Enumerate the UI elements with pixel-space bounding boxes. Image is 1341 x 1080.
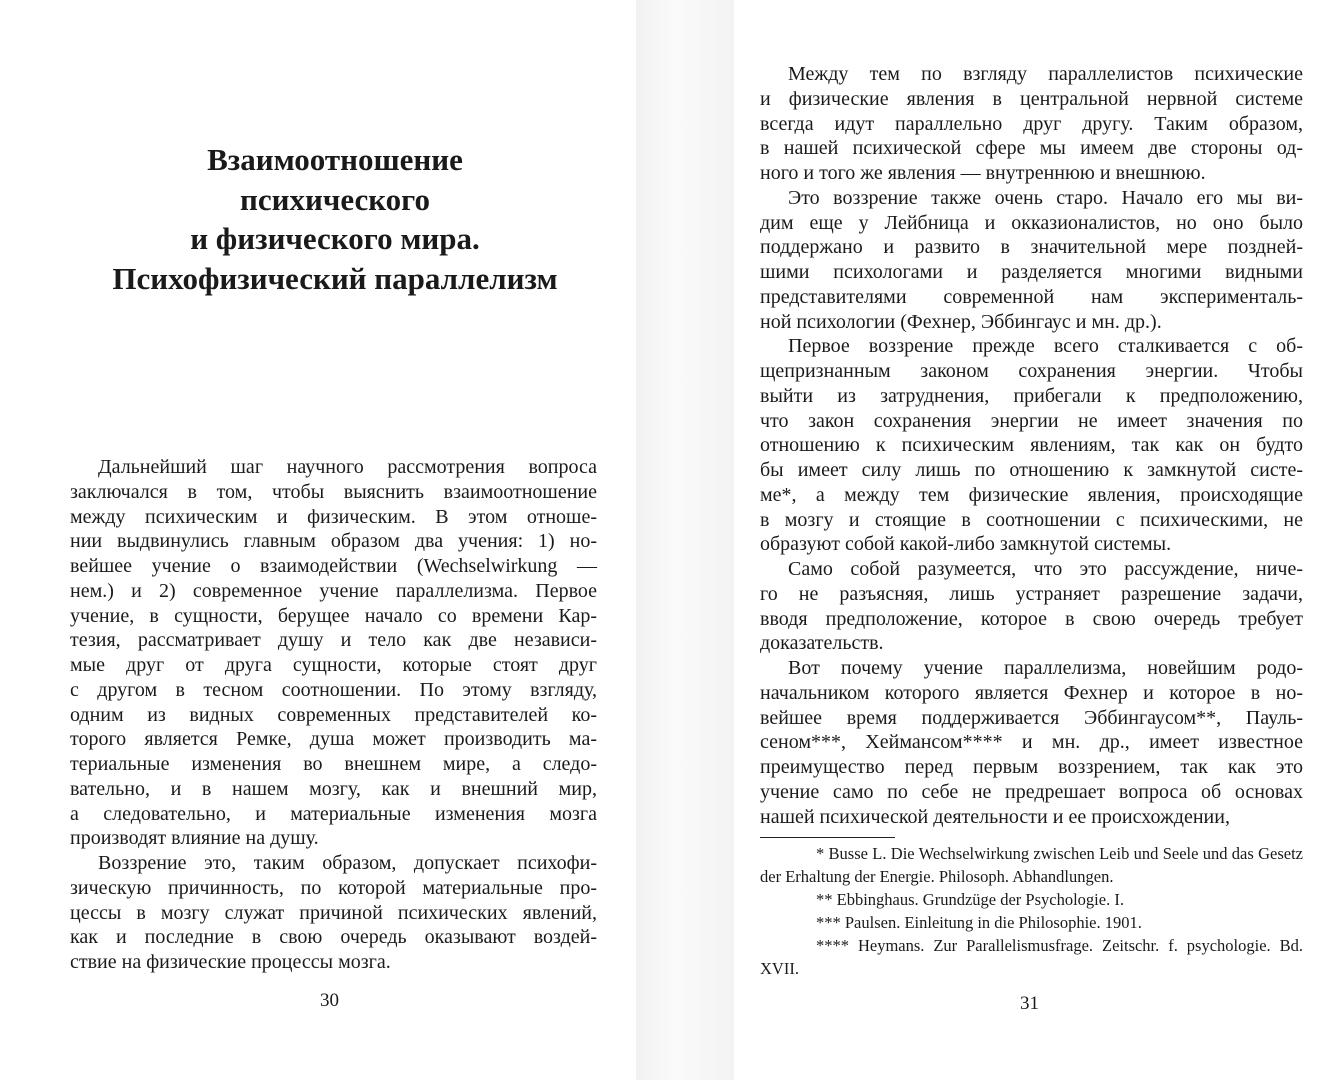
page-number-right: 31 <box>1020 993 1039 1014</box>
left-page <box>0 0 636 1080</box>
text-line: доказательств. <box>760 632 884 655</box>
footnote <box>760 934 1303 980</box>
text-line: зическую причинность, по которой материальные про- <box>70 876 597 899</box>
title-line: психического <box>240 181 430 217</box>
text-line: сеном***, Хеймансом**** и мн. др., имеет известное <box>760 731 1303 754</box>
text-line: начальником которого является Фехнер и которое в но- <box>760 681 1303 704</box>
text-line: поддержано и развито в значительной мере поздней- <box>760 236 1303 259</box>
text-line: мые друг от друга сущности, которые стоят друг <box>70 654 597 676</box>
text-line: Само собой разумеется, что это рассуждение, ниче- <box>788 558 1303 580</box>
paragraph <box>70 455 597 851</box>
text-line: в нашей психической сфере мы имеем две стороны од- <box>760 137 1303 160</box>
text-line: нии выдвинулись главным образом два учения: 1) но- <box>70 530 597 553</box>
text-line: всегда идут параллельно друг другу. Таким образом, <box>760 112 1303 135</box>
text-line: учение, в сущности, берущее начало со времени Кар- <box>70 604 597 627</box>
text-line: вейшее учение о взаимодействии (Wechselwirkung — <box>70 555 597 577</box>
text-line: преимущество перед первым воззрением, так как это <box>760 756 1303 778</box>
text-line: ствие на физические процессы мозга. <box>70 951 391 973</box>
footnote <box>760 911 1303 934</box>
chapter-title <box>40 140 630 298</box>
paragraph <box>760 557 1303 656</box>
paragraph <box>70 851 597 975</box>
text-line: цессы в мозгу служат причиной психических явлений, <box>70 901 597 924</box>
text-line: в мозгу и стоящие в соотношении с психическими, не <box>760 508 1303 531</box>
paragraph <box>760 334 1303 557</box>
title-line: и физического мира. <box>190 221 480 256</box>
left-page-body <box>70 455 597 975</box>
text-line: териальные изменения во внешнем мире, а следо- <box>70 753 597 775</box>
text-line: щепризнанным законом сохранения энергии. Чтобы <box>760 360 1303 382</box>
text-line: что закон сохранения энергии не имеет значения по <box>760 409 1303 432</box>
text-line: ме*, а между тем физические явления, происходящие <box>760 483 1303 506</box>
text-line: между психическим и физическим. В этом отноше- <box>70 505 597 528</box>
footnote-divider <box>760 837 895 838</box>
text-line: как и последние в свою очередь оказывают воздей- <box>70 926 597 949</box>
text-line: дим еще у Лейбница и окказионалистов, но оно было <box>760 211 1303 234</box>
paragraph <box>760 186 1303 335</box>
text-line: выйти из затруднения, прибегали к предположению, <box>760 384 1303 407</box>
paragraph <box>760 656 1303 829</box>
text-line: бы имеет силу лишь по отношению к замкнутой систе- <box>760 459 1303 481</box>
paragraph <box>760 62 1303 186</box>
text-line: торого является Ремке, душа может производить ма- <box>70 728 597 751</box>
text-line: отношению к психическим явлениям, так как он будто <box>760 434 1303 457</box>
text-line: вательно, и в нашем мозгу, как и внешний мир, <box>70 777 597 800</box>
text-line: Дальнейший шаг научного рассмотрения вопроса <box>98 456 597 478</box>
text-line: тезия, рассматривает душу и тело как две независи- <box>70 629 597 652</box>
footnote-text: *** Paulsen. Einleitung in die Philosophie. 1901. <box>816 913 1142 932</box>
footnote-text: ** Ebbinghaus. Grundzüge der Psychologie. I. <box>816 890 1124 909</box>
text-line: а следовательно, и материальные изменения мозга <box>70 802 597 825</box>
book-gutter <box>636 0 734 1080</box>
text-line: Первое воззрение прежде всего сталкивается с об- <box>788 335 1303 358</box>
text-line: Между тем по взгляду параллелистов психические <box>788 63 1303 85</box>
footnote <box>760 888 1303 911</box>
right-page <box>734 0 1341 1080</box>
text-line: представителями современной нам эксперименталь- <box>760 285 1303 308</box>
footnote-text: * Busse L. Die Wechselwirkung zwischen Leib und Seele und das Gesetz der Erhaltung der Energie. Philosoph. Abhandlungen. <box>760 844 1303 886</box>
page-number-left: 30 <box>320 990 339 1011</box>
text-line: одним из видных современных представителей ко- <box>70 703 597 726</box>
text-line: вводя предположение, которое в свою очередь требует <box>760 607 1303 630</box>
text-line: ной психологии (Фехнер, Эббингаус и мн. др.). <box>760 310 1162 333</box>
text-line: заключался в том, чтобы выяснить взаимоотношение <box>70 480 597 503</box>
footnote <box>760 842 1303 888</box>
footnote-text: **** Heymans. Zur Parallelismusfrage. Zeitschr. f. psychologie. Bd. XVII. <box>760 936 1303 978</box>
text-line: шими психологами и разделяется многими видными <box>760 261 1303 283</box>
text-line: Вот почему учение параллелизма, новейшим родо- <box>788 657 1303 679</box>
footnotes <box>760 842 1303 980</box>
title-line: Взаимоотношение <box>207 142 463 177</box>
right-page-body <box>760 62 1303 829</box>
text-line: ного и того же явления — внутреннюю и внешнюю. <box>760 162 1206 184</box>
text-line: образуют собой какой-либо замкнутой системы. <box>760 533 1172 556</box>
title-line: Психофизический параллелизм <box>112 260 558 296</box>
text-line: вейшее время поддерживается Эббингаусом**, Пауль- <box>760 706 1303 729</box>
text-line: нашей психической деятельности и ее происхождении, <box>760 805 1230 828</box>
text-line: учение само по себе не предрешает вопроса об основах <box>760 780 1303 803</box>
text-line: с другом в тесном соотношении. По этому взгляду, <box>70 678 597 701</box>
text-line: Воззрение это, таким образом, допускает психофи- <box>98 852 597 874</box>
text-line: Это воззрение также очень старо. Начало его мы ви- <box>788 186 1303 209</box>
text-line: нем.) и 2) современное учение параллелизма. Первое <box>70 579 597 602</box>
text-line: го не разъясняя, лишь устраняет разрешение задачи, <box>760 582 1303 605</box>
text-line: и физические явления в центральной нервной системе <box>760 87 1303 110</box>
text-line: производят влияние на душу. <box>70 827 319 850</box>
